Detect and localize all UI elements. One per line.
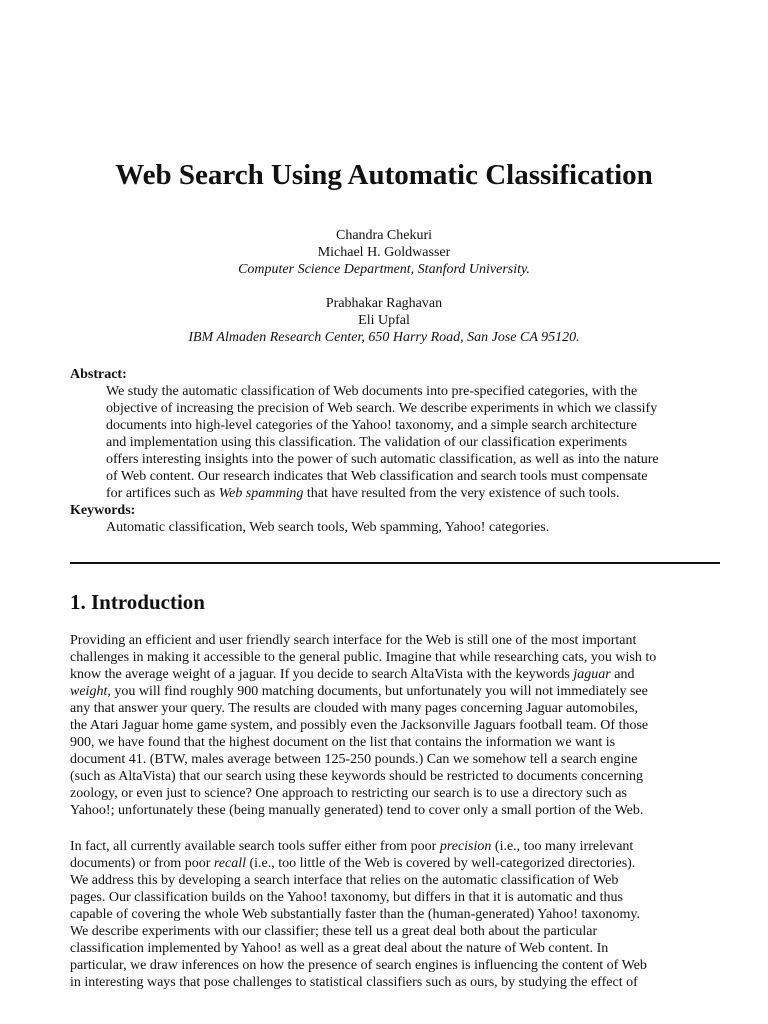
paragraph-line: any that answer your query. The results are clouded with many pages concerning Jaguar automobiles, [70, 701, 638, 716]
emphasized-term: weight [70, 684, 108, 699]
abstract-body [70, 383, 710, 502]
paragraph-line: the Atari Jaguar home game system, and possibly even the Jacksonville Jaguars football team. Of those [70, 718, 649, 733]
abstract-line: of Web content. Our research indicates that Web classification and search tools must compensate [106, 469, 648, 484]
paragraph-line: (such as AltaVista) that our search using these keywords should be restricted to documents concerning [70, 769, 644, 784]
author-group-stanford [0, 227, 768, 278]
paragraph-line: We address this by developing a search interface that relies on the automatic classification of Web [70, 873, 619, 888]
paragraph-line [70, 855, 720, 872]
text-segment: and [610, 667, 635, 682]
horizontal-rule [70, 562, 720, 564]
paragraph-line [70, 838, 720, 855]
author-affiliation: IBM Almaden Research Center, 650 Harry Road, San Jose CA 95120. [188, 330, 580, 345]
abstract-line: objective of increasing the precision of Web search. We describe experiments in which we classify [106, 401, 658, 416]
intro-paragraph-2 [70, 838, 720, 991]
paragraph-line: challenges in making it accessible to the general public. Imagine that while researching cats, you wish to [70, 650, 657, 665]
abstract-line: offers interesting insights into the power of such automatic classification, as well as into the nature [106, 452, 659, 467]
section-heading-introduction: 1. Introduction [70, 590, 205, 614]
emphasized-term: recall [213, 856, 246, 871]
paper-title: Web Search Using Automatic Classification [115, 159, 653, 191]
paragraph-line: 900, we have found that the highest document on the list that contains the information we want is [70, 735, 616, 750]
paragraph-line [70, 683, 720, 700]
paragraph-line: classification implemented by Yahoo! as well as a great deal about the nature of Web content. In [70, 941, 609, 956]
abstract-label: Abstract: [70, 367, 127, 382]
author-group-ibm [0, 295, 768, 346]
paragraph-line: in interesting ways that pose challenges to statistical classifiers such as ours, by studying the effect of [70, 975, 638, 990]
paragraph-line: zoology, or even just to science? One approach to restricting our search is to use a directory such as [70, 786, 627, 801]
keywords-label: Keywords: [70, 503, 136, 518]
abstract-line: We study the automatic classification of Web documents into pre-specified categories, with the [106, 384, 638, 399]
emphasized-term: precision [439, 839, 492, 854]
intro-paragraph-1 [70, 632, 720, 819]
author-name: Prabhakar Raghavan [325, 296, 443, 311]
paragraph-line: pages. Our classification builds on the Yahoo! taxonomy, but differs in that it is automatic and thus [70, 890, 623, 905]
paragraph-line: Yahoo!; unfortunately these (being manually generated) tend to cover only a small portion of the Web. [70, 803, 644, 818]
author-name: Michael H. Goldwasser [317, 245, 451, 260]
paragraph-line: We describe experiments with our classifier; these tell us a great deal both about the particular [70, 924, 598, 939]
emphasized-term: Web spamming [218, 486, 304, 501]
emphasized-term: jaguar [573, 667, 611, 682]
text-segment: for artifices such as [106, 486, 219, 501]
text-segment: documents) or from poor [70, 856, 214, 871]
keywords-text: Automatic classification, Web search tools, Web spamming, Yahoo! categories. [106, 520, 550, 535]
paragraph-line [70, 666, 720, 683]
paragraph-line: particular, we draw inferences on how the presence of search engines is influencing the content of Web [70, 958, 647, 973]
paragraph-line: Providing an efficient and user friendly search interface for the Web is still one of the most important [70, 633, 637, 648]
author-name: Chandra Chekuri [335, 228, 433, 243]
text-segment: (i.e., too many irrelevant [491, 839, 634, 854]
text-segment: that have resulted from the very existence of such tools. [303, 486, 620, 501]
abstract-line: documents into high-level categories of the Yahoo! taxonomy, and a simple search architecture [106, 418, 637, 433]
text-segment: In fact, all currently available search tools suffer either from poor [70, 839, 440, 854]
text-segment: know the average weight of a jaguar. If you decide to search AltaVista with the keywords [70, 667, 574, 682]
paragraph-line: document 41. (BTW, males average between 125-250 pounds.) Can we somehow tell a search engine [70, 752, 638, 767]
abstract-section [70, 366, 710, 536]
paragraph-line: capable of covering the whole Web substantially faster than the (human-generated) Yahoo! taxonomy. [70, 907, 640, 922]
author-affiliation: Computer Science Department, Stanford University. [238, 262, 530, 277]
abstract-line: and implementation using this classification. The validation of our classification experiments [106, 435, 628, 450]
abstract-line [106, 485, 710, 502]
text-segment: (i.e., too little of the Web is covered by well-categorized directories). [246, 856, 636, 871]
text-segment: , you will find roughly 900 matching documents, but unfortunately you will not immediately see [107, 684, 648, 699]
author-name: Eli Upfal [358, 313, 410, 328]
